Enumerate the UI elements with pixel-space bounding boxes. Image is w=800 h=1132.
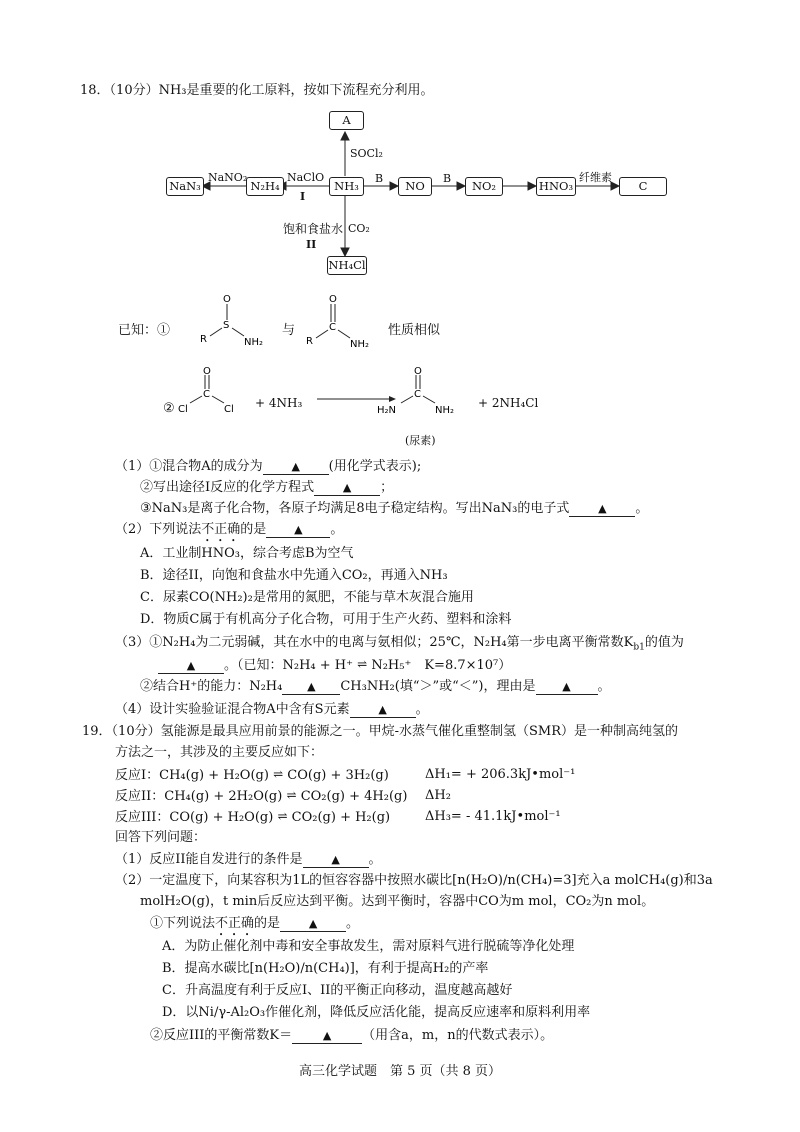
q19-optA: A．为防止催化剂中毒和安全事故发生，需对原料气进行脱硫等净化处理 (162, 939, 575, 954)
q18-p3b: ②结合H⁺的能力：N₂H₄ ▲ CH₃NH₂(填“＞”或“＜”)，理由是 ▲ 。 (140, 679, 611, 694)
atom-o: O (203, 366, 211, 377)
label-co2: CO₂ (348, 222, 370, 235)
q19-p2a: ①下列说法不正确的是 ▲ 。 (150, 916, 360, 931)
atom-c: C (203, 389, 210, 400)
q18-optA: A．工业制HNO₃，综合考虑B为空气 (140, 546, 354, 561)
q18-p1c: ③NaN₃是离子化合物，各原子均满足8电子稳定结构。写出NaN₃的电子式 ▲ 。 (140, 501, 649, 516)
atom-cl-right: Cl (224, 404, 234, 415)
q19-r1: 反应I：CH₄(g) + H₂O(g) ⇌ CO(g) + 3H₂(g) (115, 767, 389, 783)
answer-blank[interactable]: ▲ (263, 459, 329, 475)
atom-nh2: NH₂ (350, 339, 370, 350)
node-NO2: NO₂ (465, 177, 503, 196)
node-NH4Cl: NH₄Cl (327, 256, 367, 275)
q19-optC: C．升高温度有利于反应I、II的平衡正向移动，温度越高越好 (162, 983, 513, 998)
page-footer: 高三化学试题 第 5 页（共 8 页） (298, 1064, 502, 1079)
answer-blank[interactable]: ▲ (536, 679, 598, 695)
label-b2: B (443, 172, 452, 185)
q18-optC: C．尿素CO(NH₂)₂是常用的氮肥，不能与草木灰混合施用 (140, 590, 474, 605)
flow-arrows (0, 0, 800, 290)
atom-r: R (306, 336, 313, 347)
q18-optB: B．途径II，向饱和食盐水中先通入CO₂，再通入NH₃ (140, 568, 448, 583)
similar-word: 与 (282, 323, 296, 338)
label-nano2: NaNO₂ (208, 171, 248, 184)
atom-o: O (329, 294, 337, 305)
q19-p2b: ②反应III的平衡常数K＝ ▲ （用含a，m，n的代数式表示）。 (150, 1028, 554, 1043)
q18-p4: （4）设计实验验证混合物A中含有S元素 ▲ 。 (115, 702, 429, 717)
similar-tail: 性质相似 (388, 323, 441, 338)
node-C: C (619, 177, 667, 196)
node-N2H4: N₂H₄ (246, 177, 284, 196)
product2: + 2NH₄Cl (478, 396, 539, 410)
q19-p2-line1: （2）一定温度下，向某容积为1L的恒容容器中按照水碳比[n(H₂O)/n(CH₄)=3]充入a molCH₄(g)和3a (115, 873, 713, 888)
node-A: A (329, 111, 364, 130)
atom-o: O (414, 366, 422, 377)
q19-r2-dh: ΔH₂ (425, 788, 451, 803)
atom-s: S (223, 320, 230, 331)
atom-nh2: NH₂ (244, 337, 264, 348)
atom-o: O (223, 294, 231, 305)
structure-thioamide (190, 290, 280, 360)
q19-title: 19．（10分）氢能源是最具应用前景的能源之一。甲烷-水蒸气催化重整制氢（SMR）是一种制高纯氢的 (82, 724, 678, 739)
urea-note: (尿素) (405, 434, 436, 447)
q18-p1b: ②写出途径I反应的化学方程式 ▲ ； (140, 480, 394, 495)
node-NaN3: NaN₃ (166, 177, 204, 196)
q19-title2: 方法之一，其涉及的主要反应如下： (115, 745, 324, 760)
atom-c: C (329, 322, 336, 333)
q18-p2: （2）下列说法不正确的是 ▲ 。 (115, 522, 344, 537)
answer-blank[interactable]: ▲ (350, 702, 416, 718)
answer-blank[interactable]: ▲ (280, 916, 346, 932)
label-socl2: SOCl₂ (350, 147, 383, 160)
q19-p2-line2: molH₂O(g)，t min后反应达到平衡。达到平衡时，容器中CO为m mol，CO₂为n mol。 (140, 894, 655, 909)
node-NH3: NH₃ (329, 177, 364, 196)
atom-c: C (414, 389, 421, 400)
q19-r3-dh: ΔH₃= - 41.1kJ•mol⁻¹ (425, 809, 561, 824)
atom-nh2: NH₂ (435, 405, 455, 416)
atom-h2n: H₂N (377, 405, 397, 416)
label-b1: B (375, 172, 384, 185)
known-second: ② (163, 401, 175, 416)
answer-blank[interactable]: ▲ (158, 658, 224, 674)
label-naclo: NaClO (287, 171, 325, 184)
q18-p1a: （1）①混合物A的成分为 ▲ (用化学式表示); (115, 459, 422, 474)
q18-title: 18．（10分）NH₃是重要的化工原料，按如下流程充分利用。 (80, 83, 434, 98)
answer-blank[interactable]: ▲ (303, 852, 369, 868)
known-prefix: 已知：① (118, 323, 171, 338)
answer-blank[interactable]: ▲ (292, 1028, 362, 1044)
structure-urea (375, 365, 465, 425)
q18-optD: D．物质C属于有机高分子化合物，可用于生产火药、塑料和涂料 (140, 612, 512, 627)
label-route2: II (306, 238, 317, 251)
q19-r1-dh: ΔH₁= + 206.3kJ•mol⁻¹ (425, 767, 576, 782)
answer-blank[interactable]: ▲ (266, 522, 330, 538)
q19-r2: 反应II：CH₄(g) + 2H₂O(g) ⇌ CO₂(g) + 4H₂(g) (115, 788, 408, 804)
answer-blank[interactable]: ▲ (569, 501, 635, 517)
q18-p3a-line2: ▲ 。（已知：N₂H₄ + H⁺ ⇌ N₂H₅⁺ K=8.7×10⁷） (158, 656, 511, 675)
q19-optD: D．以Ni/γ-Al₂O₃作催化剂，降低反应活化能，提高反应速率和原料利用率 (162, 1005, 591, 1020)
atom-cl-left: Cl (178, 404, 188, 415)
atom-r: R (200, 334, 207, 345)
label-brine: 饱和食盐水 (283, 222, 344, 236)
label-route1: I (300, 190, 306, 203)
label-cellulose: 纤维素 (579, 171, 612, 184)
node-NO: NO (398, 177, 432, 196)
answer-blank[interactable]: ▲ (282, 679, 340, 695)
reagent: + 4NH₃ (255, 396, 303, 410)
q19-optB: B．提高水碳比[n(H₂O)/n(CH₄)]，有利于提高H₂的产率 (162, 961, 489, 976)
q19-r3: 反应III：CO(g) + H₂O(g) ⇌ CO₂(g) + H₂(g) (115, 809, 391, 825)
q19-answer: 回答下列问题： (115, 830, 207, 845)
q18-p3a: （3）①N₂H₄为二元弱碱，其在水中的电离与氨相似；25℃，N₂H₄第一步电离平衡常数$K_{b1}$的值为 (115, 635, 684, 653)
structure-phosgene (176, 365, 246, 425)
node-HNO3: HNO₃ (536, 177, 576, 196)
q19-p1: （1）反应II能自发进行的条件是 ▲ 。 (115, 852, 382, 867)
structure-amide (296, 290, 386, 360)
answer-blank[interactable]: ▲ (314, 480, 380, 496)
